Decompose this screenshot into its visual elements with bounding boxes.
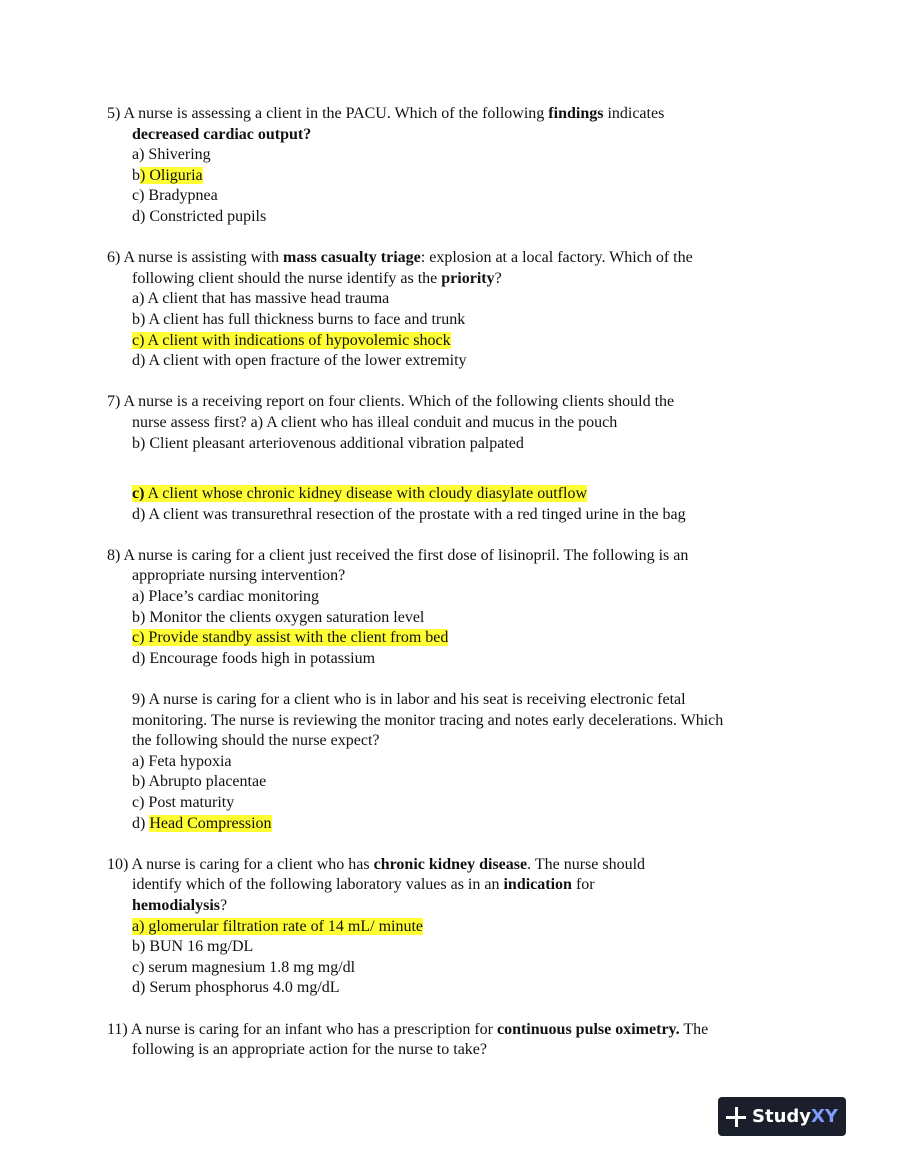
question-8-stem-cont: appropriate nursing intervention? <box>132 567 346 585</box>
highlighted-answer: c) A client with indications of hypovolemic shock <box>132 331 451 349</box>
option-a: a) Shivering <box>132 146 211 164</box>
option-text: A client whose chronic kidney disease with cloudy diasylate outflow <box>144 485 588 503</box>
stem-text: . The nurse should <box>527 855 646 873</box>
question-9 <box>107 690 807 834</box>
option-b: b) BUN 16 mg/DL <box>132 938 254 956</box>
highlighted-answer: c) Provide standby assist with the client from bed <box>132 629 449 647</box>
logo-text <box>752 1106 838 1127</box>
stem-text: for <box>571 876 595 894</box>
question-10-stem <box>107 855 807 876</box>
stem-text: 10) A nurse is caring for a client who has <box>107 855 374 873</box>
stem-text: indicates <box>603 105 665 122</box>
option-c <box>107 484 807 505</box>
logo-text-study: Study <box>752 1106 812 1127</box>
option-b: b) Client pleasant arteriovenous additional vibration palpated <box>132 434 524 452</box>
question-9-stem: 9) A nurse is caring for a client who is in labor and his seat is receiving electronic fetal <box>132 691 686 709</box>
question-7-stem: 7) A nurse is a receiving report on four clients. Which of the following clients should the <box>107 393 675 411</box>
logo-text-xy: XY <box>811 1106 838 1127</box>
question-8-stem: 8) A nurse is caring for a client just received the first dose of lisinopril. The following is an <box>107 546 689 564</box>
studyxy-logo <box>718 1097 846 1136</box>
highlighted-answer: ) Oliguria <box>140 166 203 184</box>
stem-bold: chronic kidney disease <box>373 855 528 873</box>
option-b: b) Monitor the clients oxygen saturation level <box>132 608 425 626</box>
question-10-stem-cont <box>107 896 807 917</box>
question-6-stem <box>107 248 807 269</box>
stem-text: following client should the nurse identify as the <box>132 269 442 287</box>
stem-text: 5) A nurse is assessing a client in the PACU. Which of the following <box>107 105 549 122</box>
option-d: d) Constricted pupils <box>132 207 267 225</box>
option-c <box>107 331 807 352</box>
stem-bold: hemodialysis <box>132 896 221 914</box>
highlighted-answer: a) glomerular filtration rate of 14 mL/ minute <box>132 917 424 935</box>
option-letter: c) <box>132 485 145 503</box>
option-b: b) Abrupto placentae <box>132 773 267 791</box>
option-c: c) serum magnesium 1.8 mg mg/dl <box>132 958 356 976</box>
option-a <box>107 917 807 938</box>
stem-bold: priority <box>441 269 495 287</box>
stem-bold: decreased cardiac output? <box>132 125 312 143</box>
stem-text: 6) A nurse is assisting with <box>107 249 284 267</box>
option-d: d) A client was transurethral resection of the prostate with a red tinged urine in the bag <box>132 505 686 523</box>
question-11-stem-cont: following is an appropriate action for the nurse to take? <box>132 1041 487 1059</box>
question-5 <box>107 104 807 228</box>
question-11 <box>107 1020 807 1061</box>
question-7-stem-cont: nurse assess first? a) A client who has illeal conduit and mucus in the pouch <box>132 413 618 431</box>
option-d: d) Serum phosphorus 4.0 mg/dL <box>132 979 340 997</box>
question-8 <box>107 546 807 670</box>
stem-bold: indication <box>503 876 572 894</box>
stem-text: ? <box>494 269 502 287</box>
option-c: c) Post maturity <box>132 794 235 811</box>
stem-text: ? <box>220 896 228 914</box>
stem-text: identify which of the following laboratory values as in an <box>132 876 504 894</box>
option-d <box>107 814 807 835</box>
question-10 <box>107 855 807 999</box>
stem-bold: findings <box>548 105 604 122</box>
stem-text: 11) A nurse is caring for an infant who has a prescription for <box>107 1020 497 1038</box>
blank-gap <box>107 454 807 484</box>
stem-bold: mass casualty triage <box>283 249 421 267</box>
highlighted-answer: Head Compression <box>149 814 272 832</box>
option-a: a) Place’s cardiac monitoring <box>132 588 320 606</box>
stem-text: : explosion at a local factory. Which of the <box>420 249 693 267</box>
option-d: d) A client with open fracture of the lower extremity <box>132 352 467 370</box>
question-9-stem-cont: the following should the nurse expect? <box>132 732 380 750</box>
question-5-stem-cont <box>107 125 807 146</box>
question-7 <box>107 392 807 525</box>
option-letter: d) <box>132 814 150 832</box>
plus-icon <box>726 1107 746 1127</box>
document-body <box>107 104 807 1081</box>
stem-text: The <box>679 1020 709 1038</box>
question-9-stem-cont: monitoring. The nurse is reviewing the monitor tracing and notes early decelerations. Which <box>132 711 724 729</box>
question-6 <box>107 248 807 372</box>
option-c <box>107 628 807 649</box>
option-a: a) A client that has massive head trauma <box>132 290 390 308</box>
stem-bold: continuous pulse oximetry. <box>496 1020 680 1038</box>
highlighted-answer <box>132 485 587 502</box>
option-b <box>107 166 807 187</box>
option-a: a) Feta hypoxia <box>132 752 232 770</box>
option-c: c) Bradypnea <box>132 187 218 205</box>
option-d: d) Encourage foods high in potassium <box>132 649 376 667</box>
question-6-stem-cont <box>107 269 807 290</box>
option-b: b) A client has full thickness burns to face and trunk <box>132 310 466 328</box>
option-letter: b <box>132 166 140 184</box>
question-5-stem <box>107 104 807 125</box>
question-11-stem <box>107 1020 807 1041</box>
question-10-stem-cont <box>107 875 807 896</box>
